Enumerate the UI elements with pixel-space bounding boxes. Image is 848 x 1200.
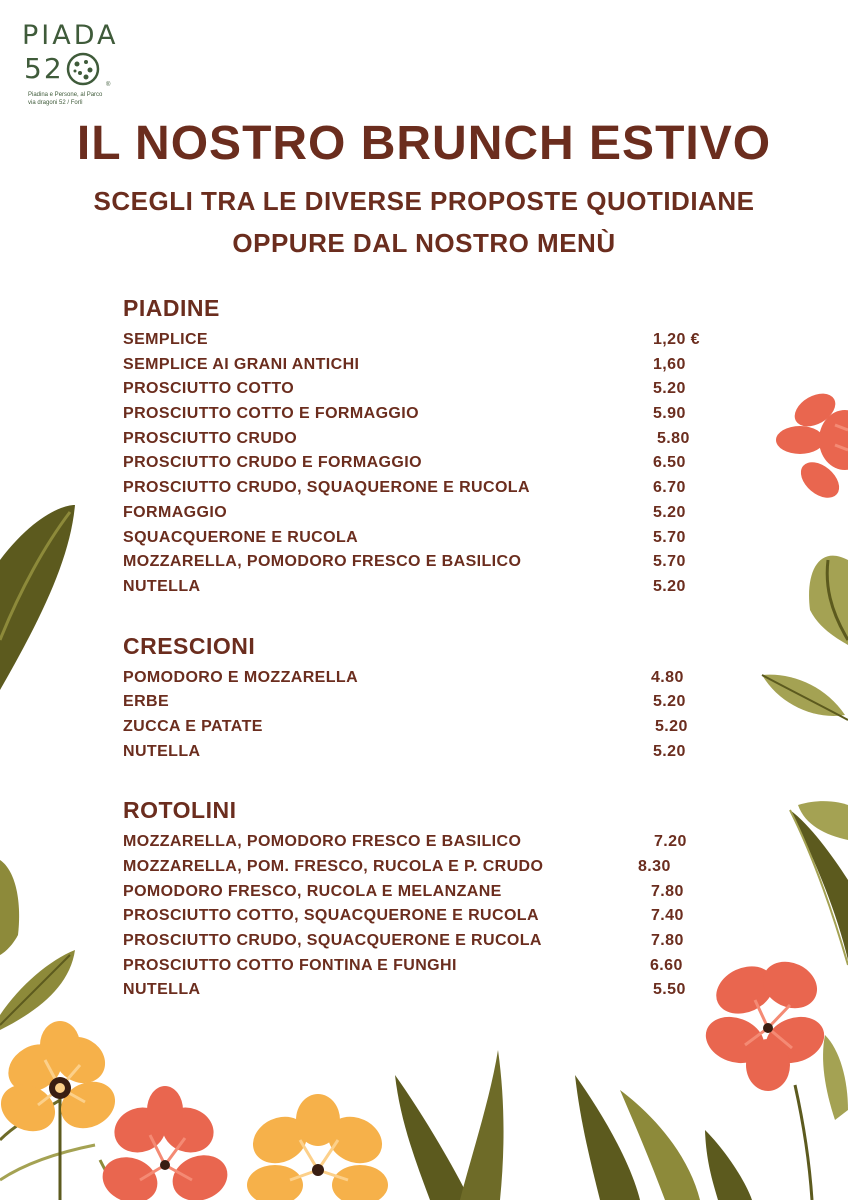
menu-item — [123, 954, 723, 979]
item-name: NUTELLA — [123, 577, 201, 595]
item-name: PROSCIUTTO COTTO E FORMAGGIO — [123, 405, 419, 423]
leaf-icon — [798, 801, 848, 840]
item-name: SEMPLICE — [123, 331, 208, 348]
menu-item — [123, 978, 723, 1003]
item-price: 7.80 — [651, 932, 684, 950]
section-title: CRESCIONI — [123, 632, 256, 659]
logo-wordmark: PIADA — [22, 20, 119, 51]
item-name: PROSCIUTTO CRUDO, SQUACQUERONE E RUCOLA — [123, 932, 542, 950]
item-name: SEMPLICE AI GRANI ANTICHI — [123, 355, 360, 373]
section-title: ROTOLINI — [123, 797, 237, 824]
menu-item — [123, 904, 723, 929]
section-title: PIADINE — [123, 295, 220, 321]
item-price: 6.60 — [650, 956, 683, 974]
item-price: 5.90 — [653, 405, 686, 423]
menu-item — [123, 575, 723, 600]
item-name: PROSCIUTTO CRUDO E FORMAGGIO — [123, 454, 422, 472]
leaf-icon — [705, 1130, 752, 1200]
item-price: 5.20 — [655, 717, 688, 735]
leaf-icon — [0, 505, 75, 690]
item-name: NUTELLA — [123, 981, 201, 999]
leaf-icon — [823, 1035, 848, 1120]
item-price: 5.20 — [653, 742, 686, 760]
item-price: 5.20 — [653, 380, 686, 398]
item-name: MOZZARELLA, POMODORO FRESCO E BASILICO — [123, 833, 522, 851]
menu-item — [123, 880, 723, 905]
menu-item — [123, 402, 723, 427]
item-price: 8.30 — [638, 858, 671, 875]
page-subtitle-line1: SCEGLI TRA LE DIVERSE PROPOSTE QUOTIDIANE — [93, 186, 755, 216]
menu-item — [123, 740, 723, 765]
logo-address: via dragoni 52 / Forlì — [28, 100, 83, 106]
leaf-icon — [762, 675, 845, 716]
item-name: PROSCIUTTO COTTO — [123, 380, 295, 398]
leaf-icon — [0, 860, 19, 955]
menu-item — [123, 427, 723, 452]
item-price: 5.20 — [653, 693, 686, 711]
item-price: 5.80 — [657, 429, 690, 447]
leaf-icon — [460, 1050, 504, 1200]
item-price: 1,20 € — [653, 331, 700, 348]
menu-item — [123, 929, 723, 954]
menu-item — [123, 328, 723, 353]
leaf-icon — [0, 950, 75, 1030]
menu-item — [123, 690, 723, 715]
item-price: 5.20 — [653, 503, 686, 521]
section-rotolini — [123, 792, 723, 1003]
item-price: 5.50 — [653, 981, 686, 999]
menu-item — [123, 451, 723, 476]
logo-registered-mark: ® — [106, 82, 111, 88]
flower-icon — [245, 1094, 389, 1200]
menu-item — [123, 377, 723, 402]
item-price: 4.80 — [651, 668, 684, 686]
item-name: ERBE — [123, 693, 170, 711]
menu — [123, 290, 723, 1031]
menu-item — [123, 830, 723, 855]
item-price: 6.50 — [653, 454, 686, 472]
page-subtitle-line2: OPPURE DAL NOSTRO MENÙ — [232, 228, 616, 258]
item-name: PROSCIUTTO COTTO FONTINA E FUNGHI — [123, 956, 457, 974]
item-price: 5.70 — [653, 553, 686, 571]
item-name: ZUCCA E PATATE — [123, 717, 263, 735]
flower-icon — [96, 1086, 234, 1200]
page-title: IL NOSTRO BRUNCH ESTIVO — [76, 117, 772, 170]
leaf-icon — [395, 1075, 470, 1200]
leaf-icon — [620, 1090, 700, 1200]
flower-icon — [0, 1021, 123, 1140]
item-price: 1,60 — [653, 355, 686, 373]
item-price: 5.20 — [653, 577, 686, 595]
logo-number: 52 — [24, 52, 64, 85]
section-piadine — [123, 290, 723, 600]
item-name: POMODORO E MOZZARELLA — [123, 668, 359, 686]
menu-item — [123, 476, 723, 501]
logo-badge-icon — [66, 52, 100, 86]
menu-item — [123, 550, 723, 575]
item-price: 5.70 — [653, 528, 686, 546]
item-name: POMODORO FRESCO, RUCOLA E MELANZANE — [123, 882, 502, 900]
item-price: 7.20 — [654, 833, 687, 851]
leaf-icon — [575, 1075, 640, 1200]
menu-item — [123, 855, 723, 880]
menu-item — [123, 501, 723, 526]
item-name: NUTELLA — [123, 742, 201, 760]
item-name: MOZZARELLA, POM. FRESCO, RUCOLA E P. CRUDO — [123, 858, 544, 875]
leaf-icon — [809, 556, 848, 645]
item-name: PROSCIUTTO CRUDO, SQUAQUERONE E RUCOLA — [123, 479, 530, 497]
item-price: 7.40 — [651, 907, 684, 925]
item-name: PROSCIUTTO CRUDO — [123, 429, 298, 447]
logo-tagline: Piadina e Persone, al Parco — [28, 92, 103, 98]
menu-item — [123, 715, 723, 740]
leaf-icon — [790, 810, 848, 960]
logo — [22, 20, 132, 110]
item-name: SQUACQUERONE E RUCOLA — [123, 528, 359, 546]
item-price: 7.80 — [651, 882, 684, 900]
item-name: MOZZARELLA, POMODORO FRESCO E BASILICO — [123, 553, 522, 571]
menu-item — [123, 666, 723, 691]
item-name: PROSCIUTTO COTTO, SQUACQUERONE E RUCOLA — [123, 907, 539, 925]
item-price: 6.70 — [653, 479, 686, 497]
section-crescioni — [123, 628, 723, 765]
menu-item — [123, 353, 723, 378]
item-name: FORMAGGIO — [123, 503, 228, 521]
menu-item — [123, 526, 723, 551]
flower-icon — [776, 387, 848, 505]
